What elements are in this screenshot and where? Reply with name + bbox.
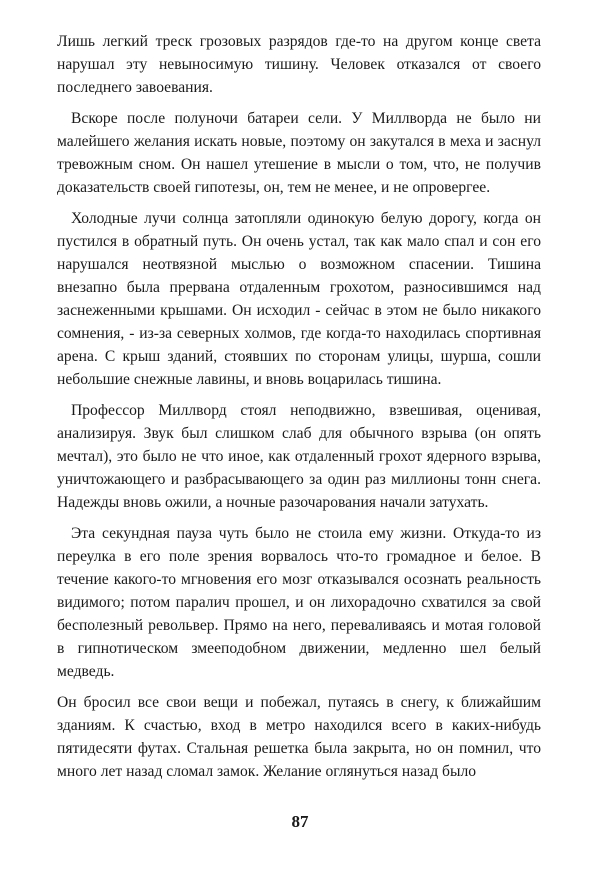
page-body xyxy=(57,30,541,791)
paragraph-3: Холодные лучи солнца затопляли одинокую белую дорогу, когда он пустился в обратный путь. Он очень устал, так как мало спал и сон его нарушался неотвязной мыслью о возможном спасении. Тишина внезапно была прервана отдаленным грохотом, разносившимся над заснеженными крышами. Он исходил - сейчас в этом не было никакого сомнения, - из-за северных холмов, где когда-то находилась спортивная арена. С крыш зданий, стоявших по сторонам улицы, шурша, сошли небольшие снежные лавины, и вновь воцарилась тишина. xyxy=(57,210,541,388)
paragraph-2: Вскоре после полуночи батареи сели. У Миллворда не было ни малейшего желания искать новые, поэтому он закутался в меха и заснул тревожным сном. Он нашел утешение в мысли о том, что, не получив доказательств своей гипотезы, он, тем не менее, и не опровергее. xyxy=(57,110,541,196)
paragraph-5: Эта секундная пауза чуть было не стоила ему жизни. Откуда-то из переулка в его поле зрения ворвалось что-то громадное и белое. В течение какого-то мгновения его мозг отказывался осознать реальность видимого; потом паралич прошел, и он лихорадочно схватился за свой бесполезный револьвер. Прямо на него, переваливаясь и мотая головой в гипнотическом змееподобном движении, медленно шел белый медведь. xyxy=(57,525,541,680)
paragraph-1: Лишь легкий треск грозовых разрядов где-то на другом конце света нарушал эту невыносимую тишину. Человек отказался от своего последнего завоевания. xyxy=(57,33,541,96)
paragraph-4: Профессор Миллворд стоял неподвижно, взвешивая, оценивая, анализируя. Звук был слишком слаб для обычного взрыва (он опять мечтал), это было не что иное, как отдаленный грохот ядерного взрыва, уничтожающего и разбрасывающего за один раз миллионы тонн снега. Надежды вновь ожили, а ночные разочарования начали затухать. xyxy=(57,402,541,511)
page-number: 87 xyxy=(291,812,309,831)
paragraph-6: Он бросил все свои вещи и побежал, путаясь в снегу, к ближайшим зданиям. К счастью, вход в метро находился всего в каких-нибудь пятидесяти футах. Стальная решетка была закрыта, но он помнил, что много лет назад сломал замок. Желание оглянуться назад было xyxy=(57,694,541,780)
